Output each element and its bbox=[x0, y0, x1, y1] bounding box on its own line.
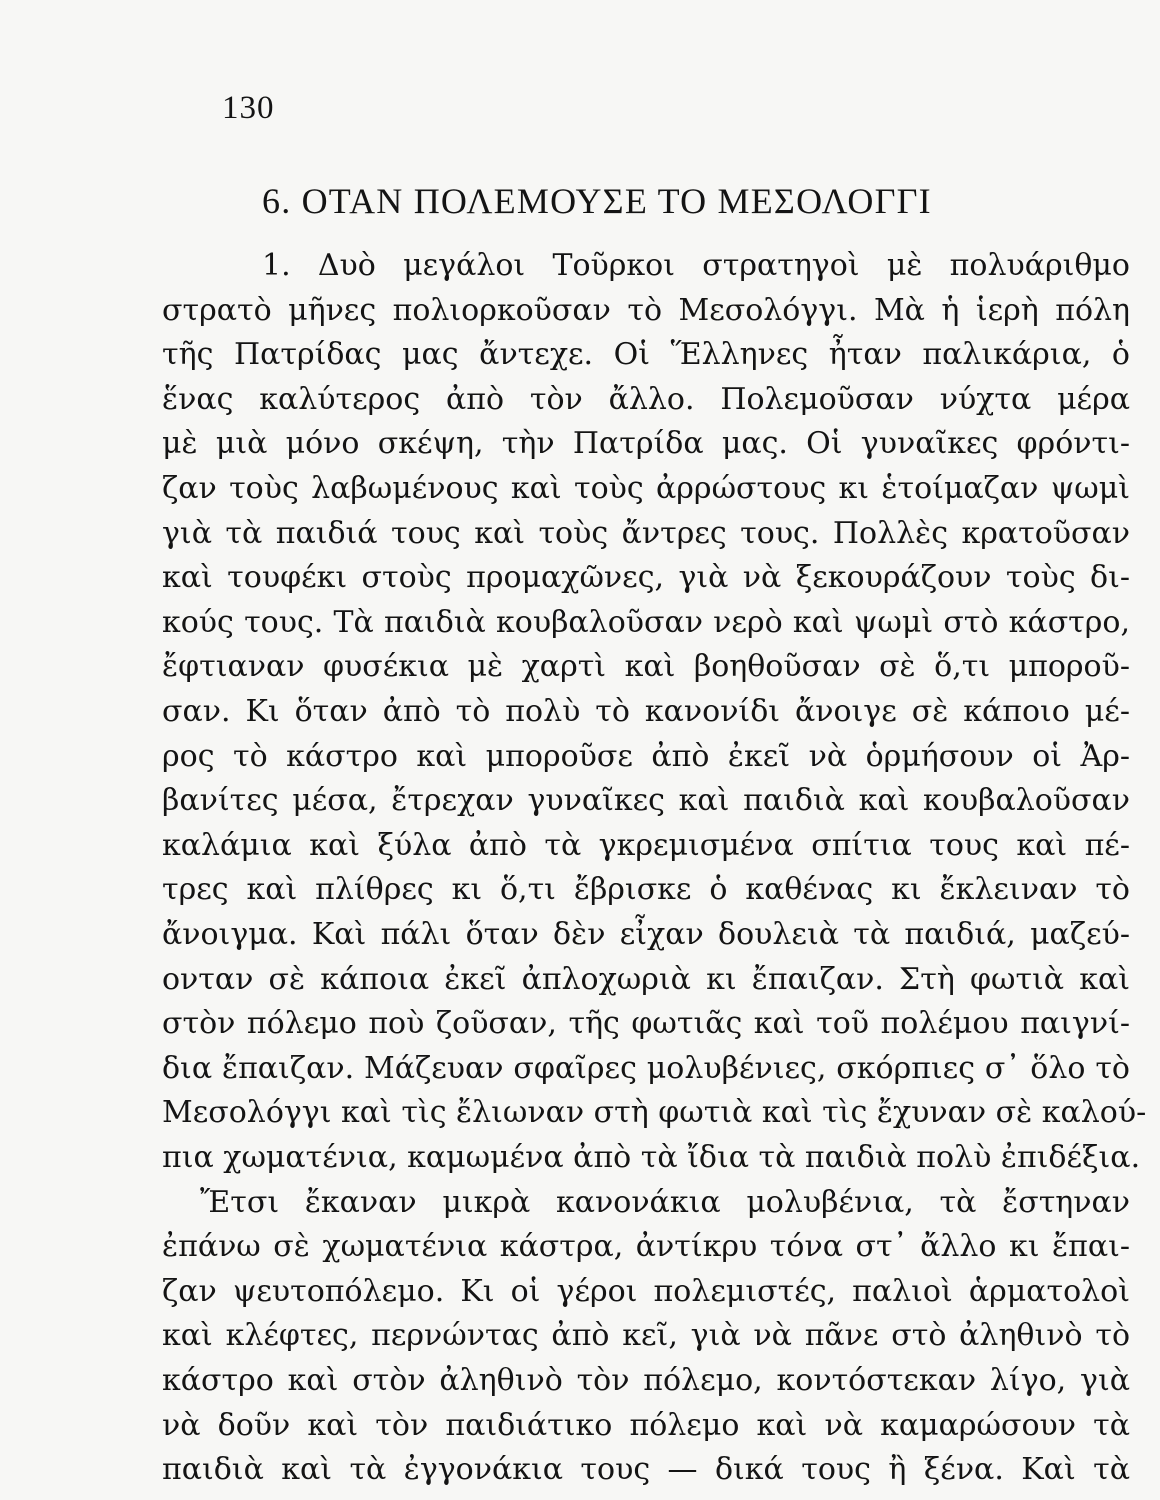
text-line: ονταν σὲ κάποια ἐκεῖ ἀπλοχωριὰ κι ἔπαιζαν. Στὴ φωτιὰ καὶ bbox=[162, 961, 1130, 997]
text-line: ζαν τοὺς λαβωμένους καὶ τοὺς ἀρρώστους κι ἑτοίμαζαν ψωμὶ bbox=[162, 471, 1130, 506]
chapter-heading: 6. ΟΤΑΝ ΠΟΛΕΜΟΥΣΕ ΤΟ ΜΕΣΟΛΟΓΓΙ bbox=[262, 181, 932, 221]
text-line: νὰ δοῦν καὶ τὸν παιδιάτικο πόλεμο καὶ νὰ καμαρώσουν τὰ bbox=[162, 1407, 1130, 1443]
text-line: ρος τὸ κάστρο καὶ μποροῦσε ἀπὸ ἐκεῖ νὰ ὁρμήσουν οἱ Ἀρ- bbox=[162, 738, 1130, 774]
text-line: ζαν ψευτοπόλεμο. Κι οἱ γέροι πολεμιστές, παλιοὶ ἁρματολοὶ bbox=[162, 1273, 1130, 1309]
text-line: τρες καὶ πλίθρες κι ὅ,τι ἔβρισκε ὁ καθένας κι ἔκλειναν τὸ bbox=[162, 872, 1130, 908]
text-line: στρατὸ μῆνες πολιορκοῦσαν τὸ Μεσολόγγι. Μὰ ἡ ἱερὴ πόλη bbox=[162, 292, 1130, 328]
text-line: Μεσολόγγι καὶ τὶς ἔλιωναν στὴ φωτιὰ καὶ τὶς ἔχυναν σὲ καλού- bbox=[162, 1095, 1147, 1131]
text-line: Ἔτσι ἔκαναν μικρὰ κανονάκια μολυβένια, τὰ ἔστηναν bbox=[200, 1184, 1130, 1220]
text-line: 1. Δυὸ μεγάλοι Τοῦρκοι στρατηγοὶ μὲ πολυάριθμο bbox=[262, 248, 1130, 283]
text-line: καλάμια καὶ ξύλα ἀπὸ τὰ γκρεμισμένα σπίτια τους καὶ πέ- bbox=[162, 827, 1130, 863]
text-line: δια ἔπαιζαν. Μάζευαν σφαῖρες μολυβένιες, σκόρπιες σ᾿ ὅλο τὸ bbox=[162, 1050, 1130, 1086]
text-line: καὶ κλέφτες, περνώντας ἀπὸ κεῖ, γιὰ νὰ πᾶνε στὸ ἀληθινὸ τὸ bbox=[162, 1318, 1130, 1354]
text-line: γιὰ τὰ παιδιά τους καὶ τοὺς ἄντρες τους. Πολλὲς κρατοῦσαν bbox=[162, 515, 1130, 551]
text-line: ἕνας καλύτερος ἀπὸ τὸν ἄλλο. Πολεμοῦσαν νύχτα μέρα bbox=[162, 381, 1130, 417]
text-line: στὸν πόλεμο ποὺ ζοῦσαν, τῆς φωτιᾶς καὶ τοῦ πολέμου παιγνί- bbox=[162, 1006, 1130, 1042]
text-line: τῆς Πατρίδας μας ἄντεχε. Οἱ Ἕλληνες ἦταν παλικάρια, ὁ bbox=[162, 337, 1130, 373]
page-number: 130 bbox=[222, 90, 275, 126]
text-line: ἐπάνω σὲ χωματένια κάστρα, ἀντίκρυ τόνα στ᾿ ἄλλο κι ἔπαι- bbox=[162, 1229, 1130, 1265]
text-line: ἔφτιαναν φυσέκια μὲ χαρτὶ καὶ βοηθοῦσαν σὲ ὅ,τι μποροῦ- bbox=[162, 649, 1130, 685]
text-line: μὲ μιὰ μόνο σκέψη, τὴν Πατρίδα μας. Οἱ γυναῖκες φρόντι- bbox=[162, 426, 1130, 462]
text-line: σαν. Κι ὅταν ἀπὸ τὸ πολὺ τὸ κανονίδι ἄνοιγε σὲ κάποιο μέ- bbox=[162, 694, 1130, 729]
text-line: πια χωματένια, καμωμένα ἀπὸ τὰ ἴδια τὰ παιδιὰ πολὺ ἐπιδέξια. bbox=[162, 1140, 1141, 1175]
text-line: καὶ τουφέκι στοὺς προμαχῶνες, γιὰ νὰ ξεκουράζουν τοὺς δι- bbox=[162, 560, 1130, 596]
text-line: ἄνοιγμα. Καὶ πάλι ὅταν δὲν εἶχαν δουλειὰ τὰ παιδιά, μαζεύ- bbox=[162, 917, 1130, 952]
text-line: παιδιὰ καὶ τὰ ἐγγονάκια τους — δικά τους ἢ ξένα. Καὶ τὰ bbox=[162, 1452, 1130, 1488]
text-line: βανίτες μέσα, ἔτρεχαν γυναῖκες καὶ παιδιὰ καὶ κουβαλοῦσαν bbox=[162, 783, 1130, 819]
text-line: κούς τους. Τὰ παιδιὰ κουβαλοῦσαν νερὸ καὶ ψωμὶ στὸ κάστρο, bbox=[162, 604, 1130, 640]
text-line: κάστρο καὶ στὸν ἀληθινὸ τὸν πόλεμο, κοντόστεκαν λίγο, γιὰ bbox=[162, 1363, 1130, 1398]
